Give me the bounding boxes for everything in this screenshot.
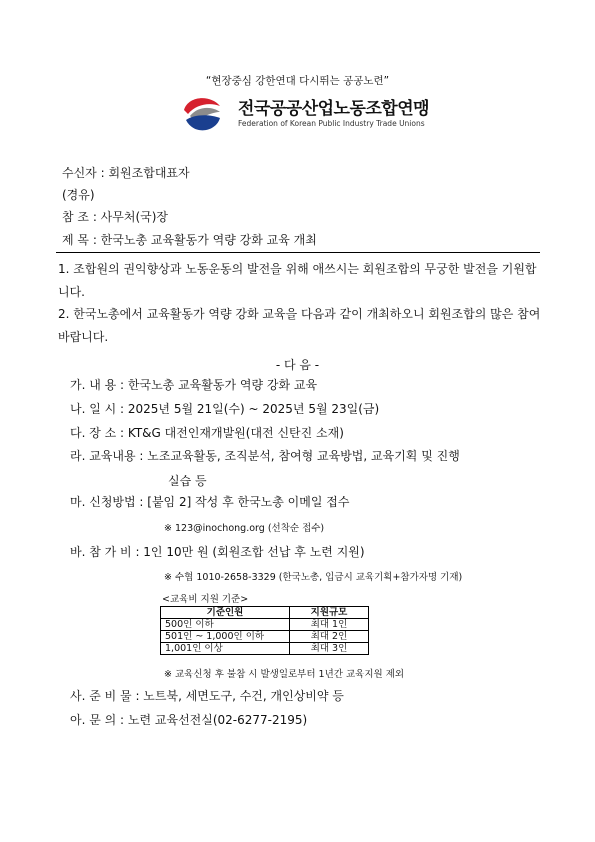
table-caption: <교육비 지원 기준>: [162, 594, 249, 605]
item-supplies: 사. 준 비 물 : 노트북, 세면도구, 수건, 개인상비약 등: [70, 689, 344, 703]
item-contact: 아. 문 의 : 노련 교육선전실(02-6277-2195): [70, 713, 308, 727]
application-note: ※ 123@inochong.org (선착순 접수): [164, 523, 325, 534]
divider: [56, 252, 540, 253]
col-header-support: 지원규모: [290, 607, 369, 619]
daeum-heading: - 다 음 -: [275, 358, 320, 372]
table-cell: 최대 2인: [290, 631, 369, 643]
item-fee: 바. 참 가 비 : 1인 10만 원 (회원조합 선납 후 노련 지원): [70, 545, 365, 559]
table-row: [161, 619, 369, 631]
paragraph-2: 2. 한국노총에서 교육활동가 역량 강화 교육을 다음과 같이 개최하오니 회원조합의 많은 참여바랍니다.: [58, 307, 541, 344]
table-cell: 최대 1인: [290, 619, 369, 631]
table-cell: 500인 이하: [161, 619, 290, 631]
item-curriculum-cont: 실습 등: [168, 474, 207, 488]
slogan: “현장중심 강한연대 다시뛰는 공공노련”: [205, 75, 390, 87]
table-cell: 501인 ~ 1,000인 이하: [161, 631, 290, 643]
item-place: 다. 장 소 : KT&G 대전인재개발원(대전 신탄진 소재): [70, 426, 344, 440]
item-application: 마. 신청방법 : [붙임 2] 작성 후 한국노총 이메일 접수: [70, 495, 350, 509]
fee-account-note: ※ 수협 1010-2658-3329 (한국노총, 입금시 교육기획+참가자명 기재): [164, 572, 463, 583]
org-name-ko: 전국공공산업노동조합연맹: [238, 99, 430, 119]
table-row: [161, 643, 369, 655]
table-header-row: [161, 607, 369, 619]
table-cell: 1,001인 이상: [161, 643, 290, 655]
subject: 제 목 : 한국노총 교육활동가 역량 강화 교육 개최: [62, 233, 317, 247]
item-content: 가. 내 용 : 한국노총 교육활동가 역량 강화 교육: [70, 378, 318, 392]
table-row: [161, 631, 369, 643]
support-table: [160, 606, 369, 655]
org-logo: [0, 92, 595, 136]
table-note: ※ 교육신청 후 불참 시 발생일로부터 1년간 교육지원 제외: [164, 669, 405, 680]
recipient: 수신자 : 회원조합대표자: [62, 166, 190, 180]
paragraph-1: 1. 조합원의 권익향상과 노동운동의 발전을 위해 애쓰시는 회원조합의 무궁한 발전을 기원합니다.: [58, 262, 537, 299]
cc: 참 조 : 사무처(국)장: [62, 210, 168, 224]
union-emblem-icon: [180, 92, 224, 136]
via: (경유): [62, 188, 95, 202]
org-name-en: Federation of Korean Public Industry Trade Unions: [238, 119, 425, 128]
table-cell: 최대 3인: [290, 643, 369, 655]
col-header-members: 기준인원: [161, 607, 290, 619]
item-date: 나. 일 시 : 2025년 5월 21일(수) ~ 2025년 5월 23일(금): [70, 402, 380, 416]
item-curriculum: 라. 교육내용 : 노조교육활동, 조직분석, 참여형 교육방법, 교육기획 및 진행: [70, 449, 460, 463]
